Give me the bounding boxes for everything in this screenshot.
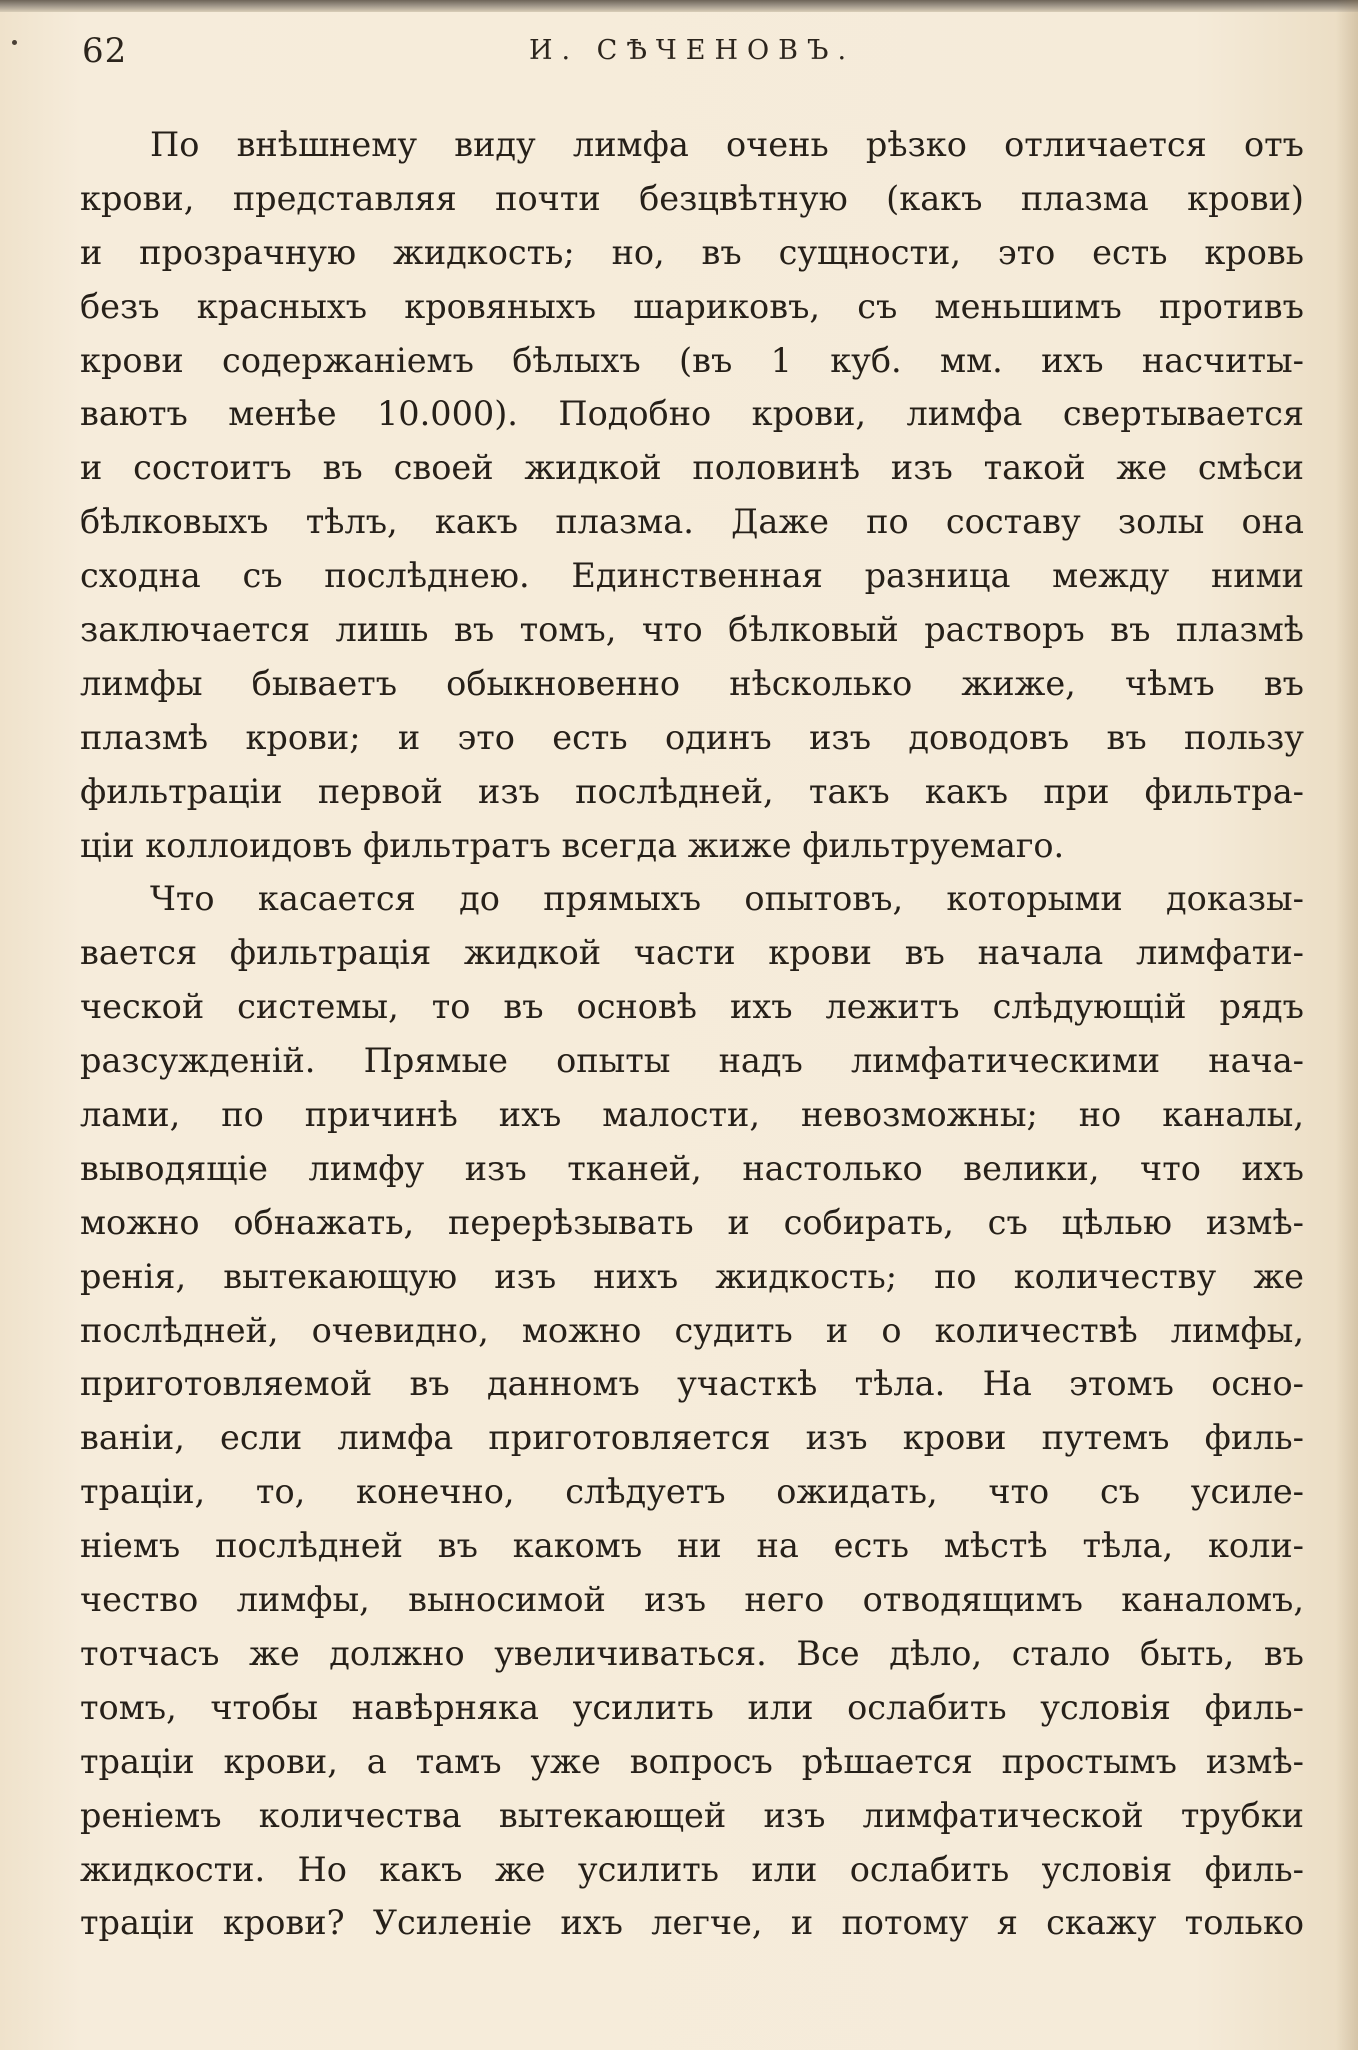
page-number: 62: [82, 31, 128, 71]
text-line: траціи, то, конечно, слѣдуетъ ожидать, что съ усиле-: [80, 1472, 1304, 1512]
text-line: безъ красныхъ кровяныхъ шариковъ, съ меньшимъ противъ: [80, 286, 1304, 326]
text-line: Что касается до прямыхъ опытовъ, которыми доказы-: [150, 879, 1304, 919]
text-line: лимфы бываетъ обыкновенно нѣсколько жиже, чѣмъ въ: [80, 663, 1304, 703]
text-line: ренія, вытекающую изъ нихъ жидкость; по количеству же: [80, 1256, 1304, 1296]
text-line: тотчасъ же должно увеличиваться. Все дѣло, стало быть, въ: [80, 1633, 1304, 1673]
text-line: жидкости. Но какъ же усилить или ослабить условія филь-: [80, 1849, 1304, 1889]
text-line: траціи крови, а тамъ уже вопросъ рѣшается простымъ измѣ-: [80, 1741, 1304, 1781]
scan-top-border: [0, 0, 1358, 12]
text-line: выводящіе лимфу изъ тканей, настолько велики, что ихъ: [80, 1148, 1304, 1188]
text-line: томъ, чтобы навѣрняка усилить или ослабить условія филь-: [80, 1687, 1304, 1727]
text-line: плазмѣ крови; и это есть одинъ изъ доводовъ въ пользу: [80, 717, 1304, 757]
text-line: лами, по причинѣ ихъ малости, невозможны; но каналы,: [80, 1095, 1304, 1135]
text-line: ніемъ послѣдней въ какомъ ни на есть мѣстѣ тѣла, коли-: [80, 1526, 1304, 1566]
text-line: фильтраціи первой изъ послѣдней, такъ какъ при фильтра-: [80, 771, 1304, 811]
text-line: По внѣшнему виду лимфа очень рѣзко отличается отъ: [150, 125, 1304, 164]
text-line: можно обнажать, перерѣзывать и собирать, съ цѣлью измѣ-: [80, 1202, 1304, 1242]
text-line: ческой системы, то въ основѣ ихъ лежитъ слѣдующій рядъ: [80, 987, 1304, 1027]
text-line: приготовляемой въ данномъ участкѣ тѣла. На этомъ осно-: [80, 1364, 1304, 1404]
text-line: крови, представляя почти безцвѣтную (какъ плазма крови): [80, 178, 1304, 218]
text-line: сходна съ послѣднею. Единственная разница между ними: [80, 556, 1304, 596]
text-line: траціи крови? Усиленіе ихъ легче, и потому я скажу только: [80, 1903, 1304, 1943]
body-text: [80, 118, 1304, 1950]
text-line: крови содержаніемъ бѣлыхъ (въ 1 куб. мм. ихъ насчиты-: [80, 340, 1304, 380]
running-head: [82, 26, 1302, 76]
text-line: заключается лишь въ томъ, что бѣлковый растворъ въ плазмѣ: [80, 610, 1304, 650]
text-line: реніемъ количества вытекающей изъ лимфатической трубки: [80, 1795, 1304, 1835]
text-line: и прозрачную жидкость; но, въ сущности, это есть кровь: [80, 232, 1304, 272]
text-line: разсужденій. Прямые опыты надъ лимфатическими нача-: [80, 1041, 1304, 1081]
text-line: вается фильтрація жидкой части крови въ начала лимфати-: [80, 933, 1304, 973]
text-line: и состоитъ въ своей жидкой половинѣ изъ такой же смѣси: [80, 448, 1304, 488]
text-line: послѣдней, очевидно, можно судить и о количествѣ лимфы,: [80, 1310, 1304, 1350]
text-line: ваніи, если лимфа приготовляется изъ крови путемъ филь-: [80, 1418, 1304, 1458]
margin-dot: [12, 40, 17, 45]
text-line: бѣлковыхъ тѣлъ, какъ плазма. Даже по составу золы она: [80, 502, 1304, 542]
running-head-author: И. СѢЧЕНОВЪ.: [528, 35, 856, 66]
scan-right-edge-shadow: [1336, 0, 1358, 2050]
text-line: ціи коллоидовъ фильтратъ всегда жиже фильтруемаго.: [80, 825, 1065, 865]
text-line: ваютъ менѣе 10.000). Подобно крови, лимфа свертывается: [80, 394, 1304, 434]
text-line: чество лимфы, выносимой изъ него отводящимъ каналомъ,: [80, 1580, 1304, 1620]
